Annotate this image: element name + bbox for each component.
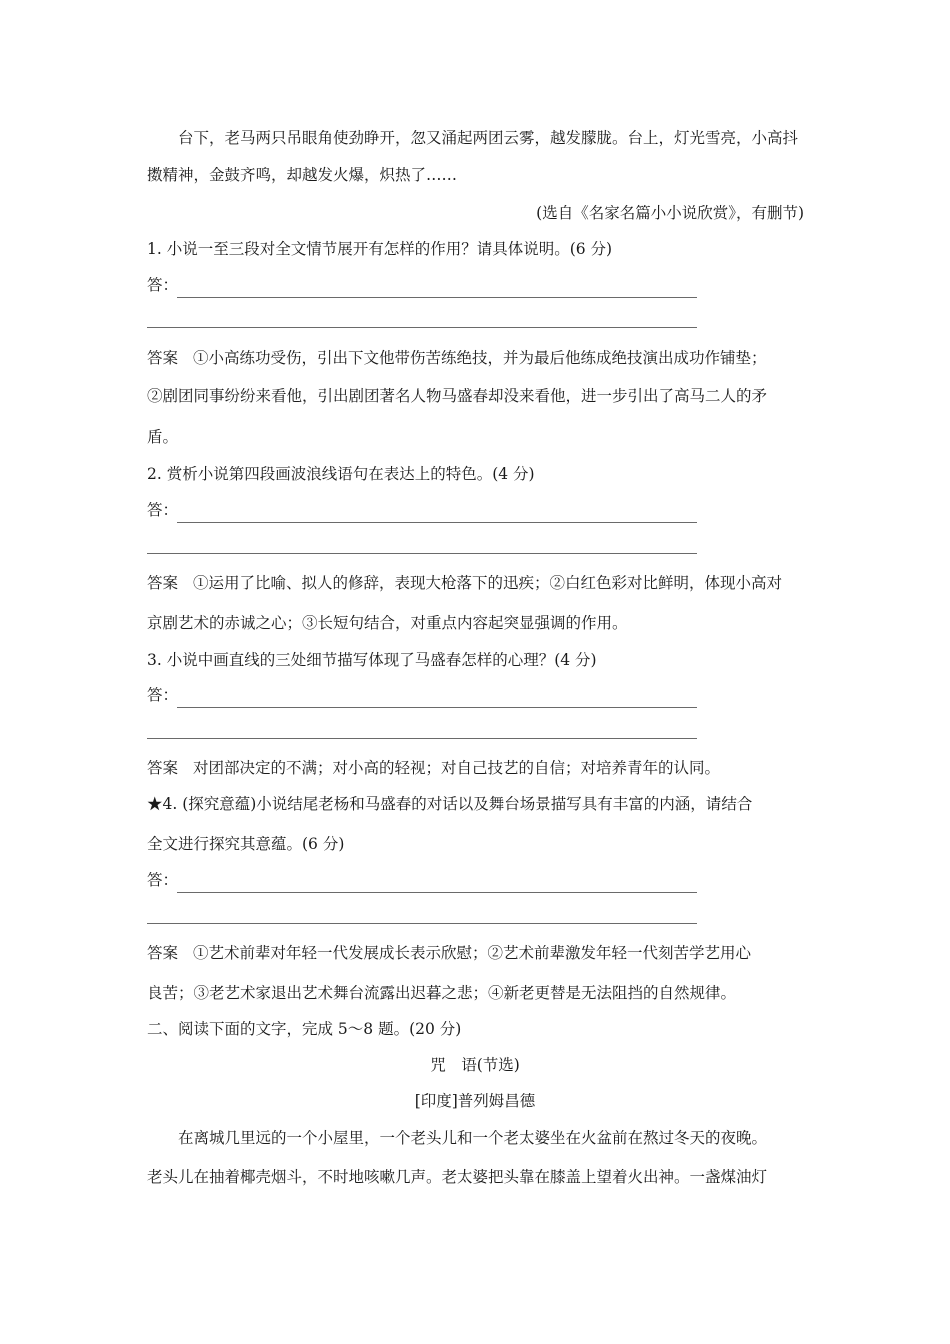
answer-prefix: 答案 [147, 349, 179, 367]
story-paragraph-line: 老头儿在抽着椰壳烟斗，不时地咳嗽几声。老太婆把头靠在膝盖上望着火出神。一盏煤油灯 [147, 1168, 768, 1186]
answer-1-line: 盾。 [147, 428, 179, 446]
answer-text: ①艺术前辈对年轻一代发展成长表示欣慰；②艺术前辈激发年轻一代刻苦学艺用心 [192, 944, 751, 962]
answer-underline [177, 892, 697, 893]
passage-source: (选自《名家名篇小小说欣赏》，有删节) [536, 204, 804, 222]
story-title: 咒 语(节选) [430, 1056, 520, 1074]
passage-line: 擞精神，金鼓齐鸣，却越发火爆，炽热了…… [147, 166, 458, 184]
answer-4-line: 良苦；③老艺术家退出艺术舞台流露出迟暮之悲；④新老更替是无法阻挡的自然规律。 [147, 984, 737, 1002]
answer-text: 对团部决定的不满；对小高的轻视；对自己技艺的自信；对培养青年的认同。 [192, 759, 720, 777]
story-paragraph-line: 在离城几里远的一个小屋里，一个老头儿和一个老太婆坐在火盆前在熬过冬天的夜晚。 [178, 1129, 768, 1147]
answer-label: 答： [147, 276, 179, 294]
answer-prefix: 答案 [147, 759, 179, 777]
answer-blank-line[interactable] [147, 553, 697, 554]
answer-2-line: 京剧艺术的赤诚之心；③长短句结合，对重点内容起突显强调的作用。 [147, 614, 628, 632]
answer-field-1[interactable] [147, 278, 697, 298]
answer-text: ①小高练功受伤，引出下文他带伤苦练绝技，并为最后他练成绝技演出成功作铺垫； [192, 349, 767, 367]
answer-label: 答： [147, 871, 179, 889]
answer-field-4[interactable] [147, 873, 697, 893]
answer-1-line [147, 351, 766, 367]
answer-prefix: 答案 [147, 944, 179, 962]
answer-field-2[interactable] [147, 503, 697, 523]
answer-prefix: 答案 [147, 574, 179, 592]
answer-underline [177, 522, 697, 523]
answer-label: 答： [147, 501, 179, 519]
section-heading: 二、阅读下面的文字，完成 5～8 题。(20 分) [147, 1020, 462, 1038]
answer-4-line [147, 946, 751, 962]
answer-blank-line[interactable] [147, 738, 697, 739]
answer-underline [177, 297, 697, 298]
answer-3-line [147, 761, 720, 777]
question-4: ★4. (探究意蕴)小说结尾老杨和马盛春的对话以及舞台场景描写具有丰富的内涵，请结合 [147, 795, 753, 813]
answer-label: 答： [147, 686, 179, 704]
question-4-cont: 全文进行探究其意蕴。(6 分) [147, 835, 345, 853]
answer-underline [177, 707, 697, 708]
answer-blank-line[interactable] [147, 923, 697, 924]
question-1: 1. 小说一至三段对全文情节展开有怎样的作用？请具体说明。(6 分) [147, 240, 613, 258]
answer-blank-line[interactable] [147, 327, 697, 328]
question-3: 3. 小说中画直线的三处细节描写体现了马盛春怎样的心理？(4 分) [147, 651, 597, 669]
question-2: 2. 赏析小说第四段画波浪线语句在表达上的特色。(4 分) [147, 465, 535, 483]
passage-line: 台下，老马两只吊眼角使劲睁开，忽又涌起两团云雾，越发朦胧。台上，灯光雪亮，小高抖 [178, 129, 799, 147]
story-author: [印度]普列姆昌德 [414, 1092, 536, 1110]
answer-1-line: ②剧团同事纷纷来看他，引出剧团著名人物马盛春却没来看他，进一步引出了高马二人的矛 [147, 387, 768, 405]
answer-2-line [147, 576, 782, 592]
answer-field-3[interactable] [147, 688, 697, 708]
answer-text: ①运用了比喻、拟人的修辞，表现大枪落下的迅疾；②白红色彩对比鲜明，体现小高对 [192, 574, 782, 592]
